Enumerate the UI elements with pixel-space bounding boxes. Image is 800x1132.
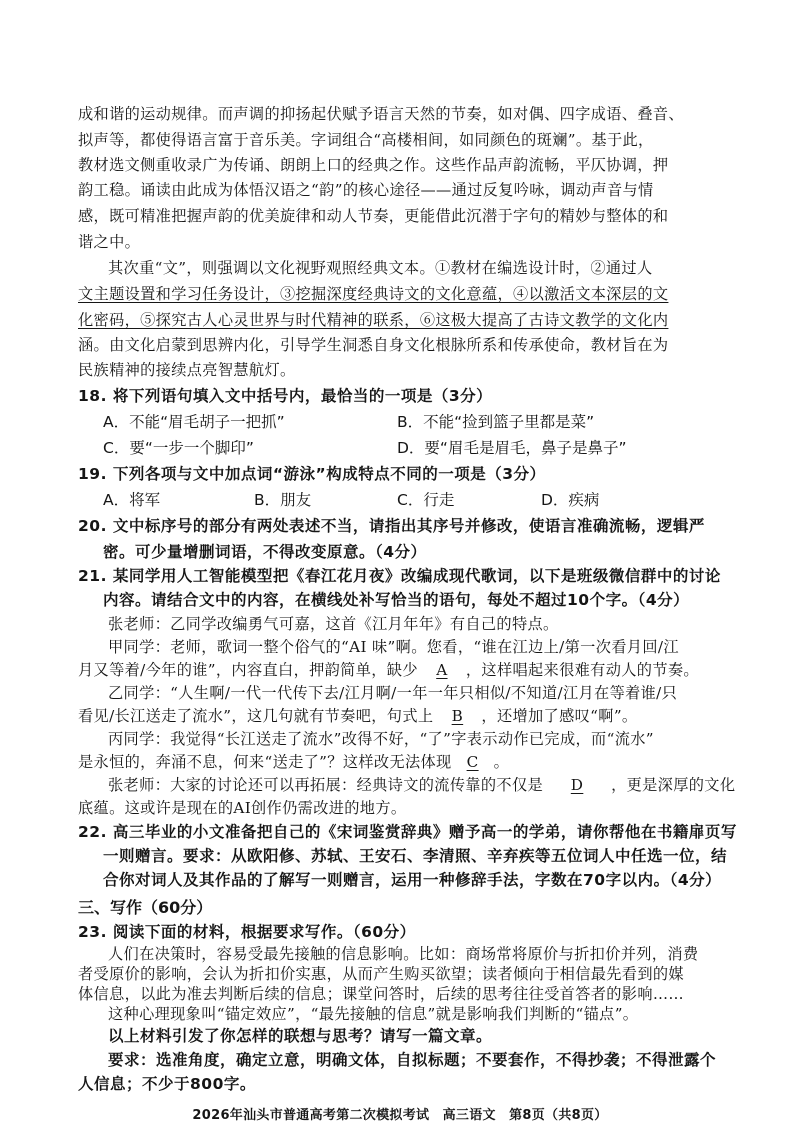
- q20-line-2: 密。可少量增删词语，不得改变原意。（4分）: [103, 543, 427, 561]
- para2-line-5: 民族精神的接续点亮智慧航灯。: [78, 361, 296, 379]
- para2-line-3: 化密码，⑤探究古人心灵世界与时代精神的联系，⑥这极大提高了古诗文教学的文化内: [78, 311, 669, 329]
- q23-material-1: 人们在决策时，容易受最先接触的信息影响。比如：商场常将原价与折扣价并列，消费: [108, 945, 699, 963]
- q18-option-b: B．不能“捡到篮子里都是菜”: [397, 413, 595, 431]
- q18-option-d: D．要“眉毛是眉毛，鼻子是鼻子”: [397, 439, 627, 457]
- intro-line-1: 成和谐的运动规律。而声调的抑扬起伏赋予语言天然的节奏，如对偶、四字成语、叠音、: [78, 105, 684, 123]
- para2-line-2: 文主题设置和学习任务设计，③挖掘深度经典诗文的文化意蕴，④以激活文本深层的文: [78, 285, 669, 303]
- q21-line-1: 21. 某同学用人工智能模型把《春江花月夜》改编成现代歌词，以下是班级微信群中的讨论: [78, 567, 721, 585]
- q19-stem: 19. 下列各项与文中加点词“游泳”构成特点不同的一项是（3分）: [78, 465, 546, 483]
- intro-line-6: 谐之中。: [78, 233, 141, 251]
- q23-prompt: 以上材料引发了你怎样的联想与思考？请写一篇文章。: [108, 1027, 493, 1045]
- q23-stem: 23. 阅读下面的材料，根据要求写作。（60分）: [78, 923, 416, 941]
- intro-line-2: 拟声等，都使得语言富于音乐美。字词组合“高楼相间，如同颜色的斑斓”。基于此，: [78, 131, 654, 149]
- blank-c: C: [466, 753, 479, 771]
- q18-option-a: A．不能“眉毛胡子一把抓”: [103, 413, 285, 431]
- q23-material-3: 体信息，以此为准去判断后续的信息；课堂问答时，后续的思考往往受首答者的影响……: [78, 985, 684, 1003]
- q21-bing-2-text-a: 是永恒的，奔涌不息，何来“送走了”？这样改无法体现: [78, 753, 452, 771]
- q18-stem: 18. 将下列语句填入文中括号内，最恰当的一项是（3分）: [78, 387, 493, 405]
- q21-yi-2-text-a: 看见/长江送走了流水”，这几句就有节奏吧，句式上: [78, 707, 434, 725]
- q22-line-1: 22. 高三毕业的小文准备把自己的《宋词鉴赏辞典》赠予高一的学弟，请你帮他在书籍扉页写: [78, 823, 737, 841]
- para2-line-1-text: 其次重“文”，则强调以文化视野观照经典文本。①教材在编选设计时，②通过人: [108, 259, 653, 277]
- q19-option-a: A．将军: [103, 491, 161, 509]
- q21-zhang-3: 底蕴。这或许是现在的AI创作仍需改进的地方。: [78, 799, 407, 817]
- q22-line-2: 一则赠言。要求：从欧阳修、苏轼、王安石、李清照、辛弃疾等五位词人中任选一位，结: [103, 847, 728, 865]
- intro-line-3: 教材选文侧重收录广为传诵、朗朗上口的经典之作。这些作品声韵流畅，平仄协调，押: [78, 156, 669, 174]
- q19-option-d: D．疾病: [541, 491, 600, 509]
- q21-yi-2: [78, 706, 637, 726]
- q21-zhang-2-text-b: ，更是深厚的文化: [611, 776, 736, 794]
- q19-option-c: C．行走: [397, 491, 455, 509]
- q18-option-c: C．要“一步一个脚印”: [103, 439, 254, 457]
- section-title-writing: 三、写作（60分）: [78, 898, 213, 917]
- para2-line-1: [108, 258, 653, 278]
- q21-jia-2-text-a: 月又等着/今年的谁”，内容直白，押韵简单，缺少: [78, 661, 418, 679]
- q21-jia-2: [78, 660, 699, 680]
- q19-option-b: B．朋友: [254, 491, 312, 509]
- q20-line-1: 20. 文中标序号的部分有两处表述不当，请指出其序号并修改，使语言准确流畅，逻辑严: [78, 517, 705, 535]
- q21-bing-2-text-b: 。: [493, 753, 510, 771]
- q21-jia-2-text-b: ，这样唱起来很难有动人的节奏。: [465, 661, 699, 679]
- q21-zhang-2-text-a: 张老师：大家的讨论还可以再拓展：经典诗文的流传靠的不仅是: [108, 776, 544, 794]
- q23-material-2: 者受原价的影响，会认为折扣价实惠，从而产生购买欲望；读者倾向于相信最先看到的媒: [78, 965, 684, 983]
- q21-zhang-2: [108, 775, 735, 795]
- q21-yi-1: 乙同学：“人生啊/一代一代传下去/江月啊/一年一年只相似/不知道/江月在等着谁/只: [108, 684, 678, 702]
- q21-line-2: 内容。请结合文中的内容，在横线处补写恰当的语句，每处不超过10个字。（4分）: [103, 591, 690, 609]
- q21-bing-2: [78, 752, 509, 772]
- q21-zhang-1: 张老师：乙同学改编勇气可嘉，这首《江月年年》有自己的特点。: [108, 615, 559, 633]
- intro-line-4: 韵工稳。诵读由此成为体悟汉语之“韵”的核心途径——通过反复吟咏，调动声音与情: [78, 181, 654, 199]
- intro-line-5: 感，既可精准把握声韵的优美旋律和动人节奏，更能借此沉潜于字句的精妙与整体的和: [78, 207, 669, 225]
- q21-yi-2-text-b: ，还增加了感叹“啊”。: [481, 707, 638, 725]
- para2-line-4: 涵。由文化启蒙到思辨内化，引导学生洞悉自身文化根脉所系和传承使命，教材旨在为: [78, 336, 669, 354]
- page-footer: 2026年汕头市普通高考第二次模拟考试 高三语文 第8页（共8页）: [192, 1108, 608, 1123]
- blank-b: B: [451, 707, 464, 725]
- q21-jia-1: 甲同学：老师，歌词一整个俗气的“AI 味”啊。您看，“谁在江边上/第一次看月回/江: [108, 638, 679, 656]
- q22-line-3: 合你对词人及其作品的了解写一则赠言，运用一种修辞手法，字数在70字以内。（4分）: [103, 871, 722, 889]
- blank-a: A: [436, 661, 448, 679]
- q23-requirement-2: 人信息；不少于800字。: [78, 1075, 256, 1093]
- blank-d: D: [570, 776, 584, 794]
- q23-material-4: 这种心理现象叫“锚定效应”，“最先接触的信息”就是影响我们判断的“锚点”。: [108, 1005, 639, 1023]
- q23-requirement-1: 要求：选准角度，确定立意，明确文体，自拟标题；不要套作，不得抄袭；不得泄露个: [108, 1051, 717, 1069]
- q21-bing-1: 丙同学：我觉得“长江送走了流水”改得不好，“了”字表示动作已完成，而“流水”: [108, 730, 654, 748]
